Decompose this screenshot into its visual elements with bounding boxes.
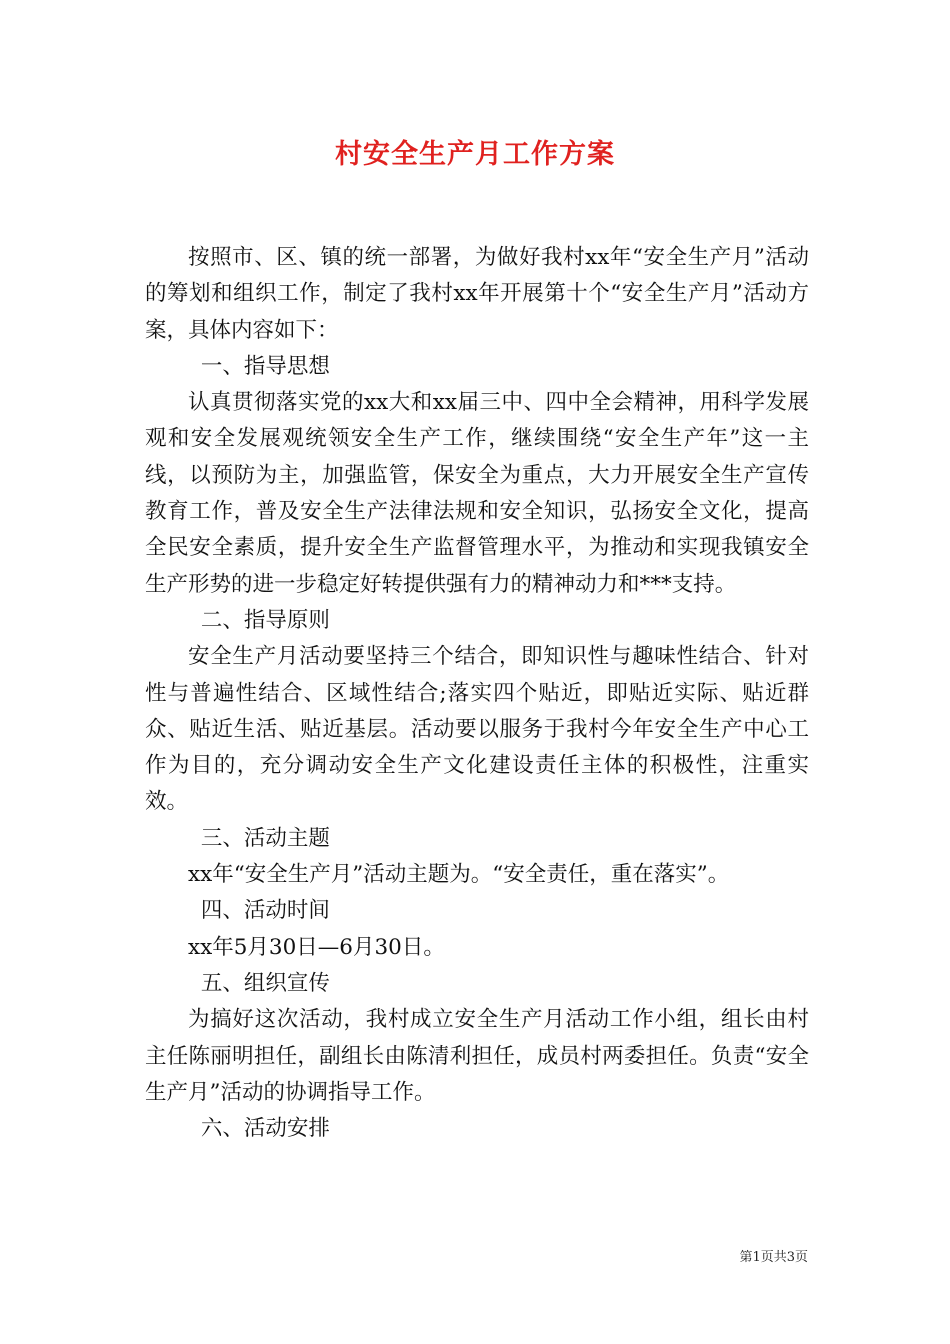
- section-paragraph: 为搞好这次活动，我村成立安全生产月活动工作小组，组长由村主任陈丽明担任，副组长由陈清利担任，成员村两委担任。负责“安全生产月”活动的协调指导工作。: [145, 1007, 809, 1105]
- document-body: [145, 240, 809, 1147]
- section-heading-guiding-principles: 二、指导原则: [200, 607, 330, 633]
- section-paragraph: xx年5月30日—6月30日。: [188, 934, 445, 960]
- section-paragraph: xx年“安全生产月”活动主题为。“安全责任，重在落实”。: [188, 862, 730, 888]
- section-heading-guiding-ideology: 一、指导思想: [200, 353, 330, 379]
- intro-paragraph: 按照市、区、镇的统一部署，为做好我村xx年“安全生产月”活动的筹划和组织工作，制定了我村xx年开展第十个“安全生产月”活动方案，具体内容如下：: [145, 245, 809, 343]
- section-paragraph: 认真贯彻落实党的xx大和xx届三中、四中全会精神，用科学发展观和安全发展观统领安全生产工作，继续围绕“安全生产年”这一主线，以预防为主，加强监管，保安全为重点，大力开展安全生产宣传教育工作，普及安全生产法律法规和安全知识，弘扬安全文化，提高全民安全素质，提升安全生产监督管理水平，为推动和实现我镇安全生产形势的进一步稳定好转提供强有力的精神动力和***支持。: [145, 390, 809, 597]
- page-number: 第1页共3页: [739, 1250, 808, 1265]
- section-heading-activity-time: 四、活动时间: [200, 898, 330, 924]
- section-paragraph: 安全生产月活动要坚持三个结合，即知识性与趣味性结合、针对性与普遍性结合、区域性结合;落实四个贴近，即贴近实际、贴近群众、贴近生活、贴近基层。活动要以服务于我村今年安全生产中心工作为目的，充分调动安全生产文化建设责任主体的积极性，注重实效。: [145, 644, 809, 815]
- section-heading-organization: 五、组织宣传: [200, 970, 330, 996]
- section-heading-activity-theme: 三、活动主题: [200, 825, 330, 851]
- document-title: 村安全生产月工作方案: [335, 139, 615, 170]
- section-heading-activity-arrangement: 六、活动安排: [200, 1116, 330, 1142]
